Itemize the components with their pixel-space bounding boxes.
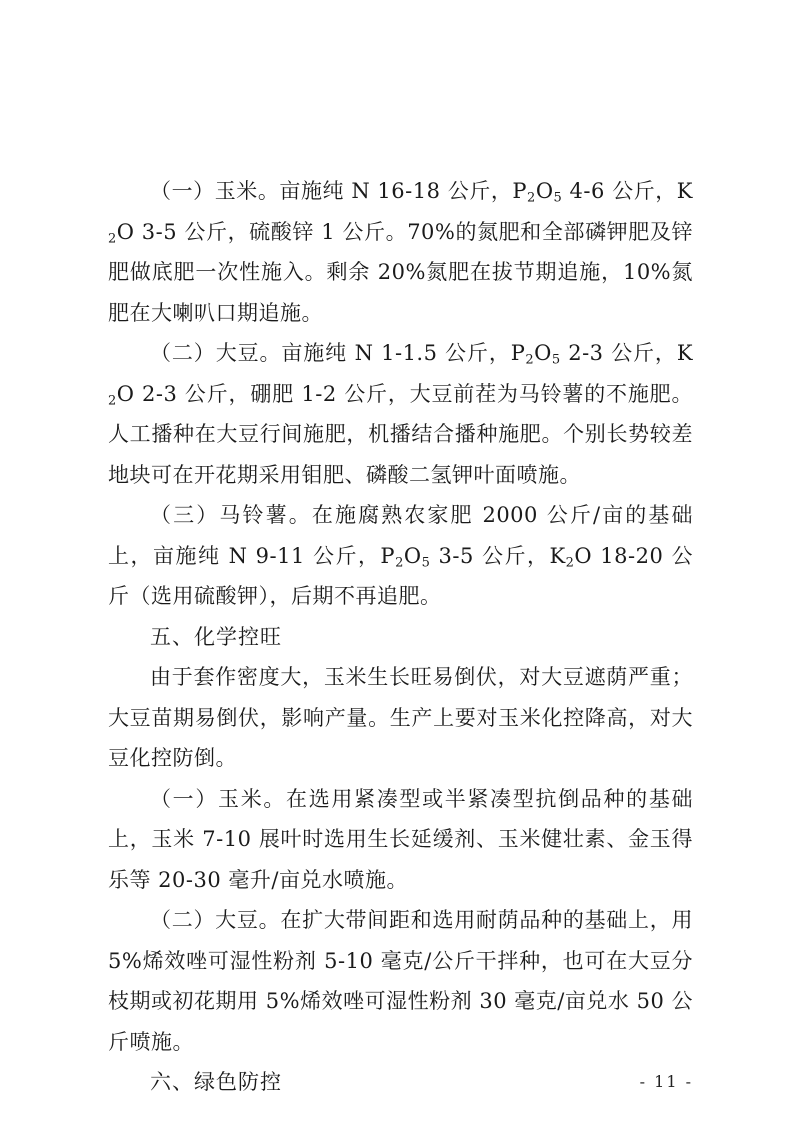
text-segment: 3-5 公斤，K xyxy=(430,543,566,568)
text-segment: O xyxy=(535,179,554,203)
paragraph-corn-fertilizer xyxy=(108,171,693,333)
text-segment: （一）玉米。在选用紧凑型或半紧凑型抗倒品种的基础上，玉米 7-10 展叶时选用生长延缓剂、玉米健壮素、金玉得乐等 20-30 毫升/亩兑水喷施。 xyxy=(108,786,693,892)
text-segment: 由于套作密度大，玉米生长旺易倒伏，对大豆遮荫严重；大豆苗期易倒伏，影响产量。生产上要对玉米化控降高，对大豆化控防倒。 xyxy=(108,665,693,770)
subscript: 5 xyxy=(553,190,563,206)
document-body xyxy=(108,171,693,1103)
paragraph-potato-fertilizer xyxy=(108,495,693,617)
paragraph-soybean-chemical-control xyxy=(108,900,693,1062)
subscript: 2 xyxy=(108,392,117,408)
paragraph-soybean-fertilizer xyxy=(108,333,693,495)
subscript: 2 xyxy=(108,230,117,246)
text-segment: （二）大豆。亩施纯 N 1-1.5 公斤，P xyxy=(150,341,526,365)
heading-text: 六、绿色防控 xyxy=(150,1070,282,1094)
subscript: 2 xyxy=(527,190,536,206)
text-segment: O xyxy=(403,543,422,568)
text-segment: O xyxy=(534,341,552,365)
heading-text: 五、化学控旺 xyxy=(150,624,282,649)
subscript: 5 xyxy=(421,554,431,570)
text-segment: 2-3 公斤，K xyxy=(560,341,694,365)
subscript: 2 xyxy=(525,352,535,368)
text-segment: （二）大豆。在扩大带间距和选用耐荫品种的基础上，用 5%烯效唑可湿性粉剂 5-10 毫克/公斤干拌种，也可在大豆分枝期或初花期用 5%烯效唑可湿性粉剂 30 毫克/亩兑水 50 公斤喷施。 xyxy=(108,908,693,1054)
text-segment: （一）玉米。亩施纯 N 16-18 公斤，P xyxy=(150,179,528,203)
text-segment: O 18-20 公斤（选用硫酸钾），后期不再追肥。 xyxy=(108,543,694,608)
subscript: 5 xyxy=(551,352,561,368)
subscript: 2 xyxy=(395,554,404,570)
section-heading-green-prevention xyxy=(108,1062,693,1103)
subscript: 2 xyxy=(565,554,575,570)
paragraph-chemical-control-intro xyxy=(108,657,693,779)
text-segment: O 2-3 公斤，硼肥 1-2 公斤，大豆前茬为马铃薯的不施肥。人工播种在大豆行间施肥，机播结合播种施肥。个别长势较差地块可在开花期采用钼肥、磷酸二氢钾叶面喷施。 xyxy=(108,381,693,487)
page-number: - 11 - xyxy=(639,1072,693,1091)
paragraph-corn-chemical-control xyxy=(108,779,693,901)
text-segment: （三）马铃薯。在施腐熟农家肥 2000 公斤/亩的基础上，亩施纯 N 9-11 公斤，P xyxy=(108,503,693,568)
section-heading-chemical-control xyxy=(108,617,693,658)
text-segment: 4-6 公斤，K xyxy=(562,179,693,203)
text-segment: O 3-5 公斤，硫酸锌 1 公斤。70%的氮肥和全部磷钾肥及锌肥做底肥一次性施入。剩余 20%氮肥在拔节期追施，10%氮肥在大喇叭口期追施。 xyxy=(108,219,693,325)
